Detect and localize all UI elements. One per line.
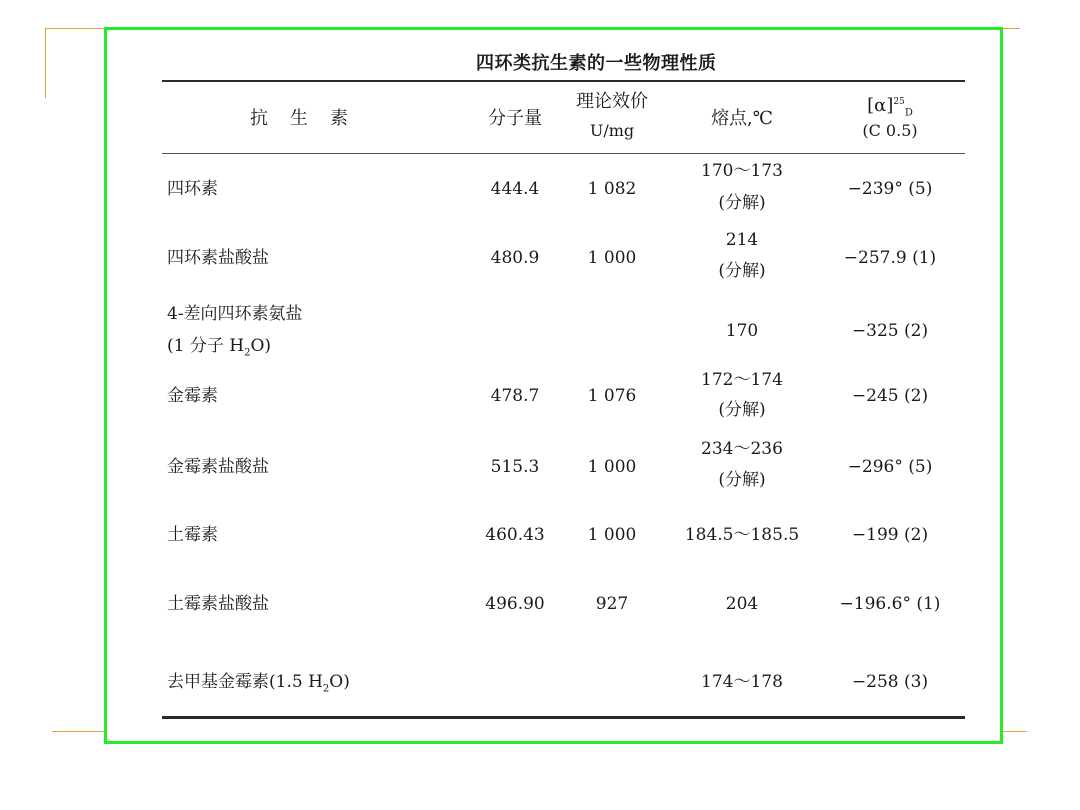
row-rotation: −245 (2): [851, 386, 929, 406]
row-mw: 460.43: [485, 525, 545, 545]
row-mp: 234～236: [701, 439, 783, 459]
row-rotation: −296° (5): [847, 457, 933, 477]
row-rotation: −258 (3): [851, 672, 929, 692]
row-rotation: −196.6° (1): [839, 594, 941, 614]
slide-left-line: [45, 28, 46, 98]
header-rotation-conc: (C 0.5): [862, 121, 918, 140]
row-rotation: −325 (2): [851, 321, 929, 341]
row-rotation: −199 (2): [851, 525, 929, 545]
row-name: 四环素盐酸盐: [167, 248, 269, 268]
row-potency: 927: [595, 594, 629, 614]
header-molecular-weight: 分子量: [488, 108, 542, 129]
table-top-rule: [162, 80, 965, 82]
row-name: 去甲基金霉素(1.5 $H_2O$): [167, 672, 350, 695]
row-name: 土霉素: [167, 525, 218, 545]
row-rotation: −257.9 (1): [843, 248, 937, 268]
row-mw: 496.90: [485, 594, 545, 614]
row-potency: 1 076: [587, 386, 637, 406]
row-name-note: (1 分子 $H_2O$): [167, 336, 272, 359]
row-mw: 515.3: [490, 457, 540, 477]
header-melting-point: 熔点,℃: [711, 108, 773, 129]
row-name: 金霉素盐酸盐: [167, 457, 269, 477]
header-potency-unit: U/mg: [589, 121, 635, 140]
row-potency: 1 000: [587, 457, 637, 477]
row-mp: 172～174: [701, 370, 783, 390]
row-name: 四环素: [167, 179, 218, 199]
row-mw: 444.4: [490, 179, 540, 199]
table-title: 四环类抗生素的一些物理性质: [476, 53, 717, 74]
row-mp: 174～178: [701, 672, 783, 692]
row-mp-note: (分解): [718, 193, 766, 213]
row-mp: 170～173: [701, 161, 783, 181]
row-mp-note: (分解): [718, 400, 766, 420]
row-mp: 214: [725, 230, 759, 250]
header-name: 抗生素: [250, 108, 370, 129]
row-mp: 184.5～185.5: [684, 525, 800, 545]
table-bottom-rule: [162, 716, 965, 719]
row-mw: 480.9: [490, 248, 540, 268]
row-potency: 1 000: [587, 248, 637, 268]
row-mp: 204: [725, 594, 759, 614]
row-name: 土霉素盐酸盐: [167, 594, 269, 614]
row-name: 金霉素: [167, 386, 218, 406]
row-mw: 478.7: [490, 386, 540, 406]
row-potency: 1 000: [587, 525, 637, 545]
row-mp-note: (分解): [718, 470, 766, 490]
row-rotation: −239° (5): [847, 179, 933, 199]
header-potency: 理论效价: [576, 91, 648, 112]
header-rotation: $[\alpha]^{25}_D$: [867, 95, 913, 119]
row-mp: 170: [725, 321, 759, 341]
table-header-rule: [162, 153, 965, 154]
row-name: 4-差向四环素氨盐: [167, 304, 303, 324]
row-potency: 1 082: [587, 179, 637, 199]
row-mp-note: (分解): [718, 261, 766, 281]
